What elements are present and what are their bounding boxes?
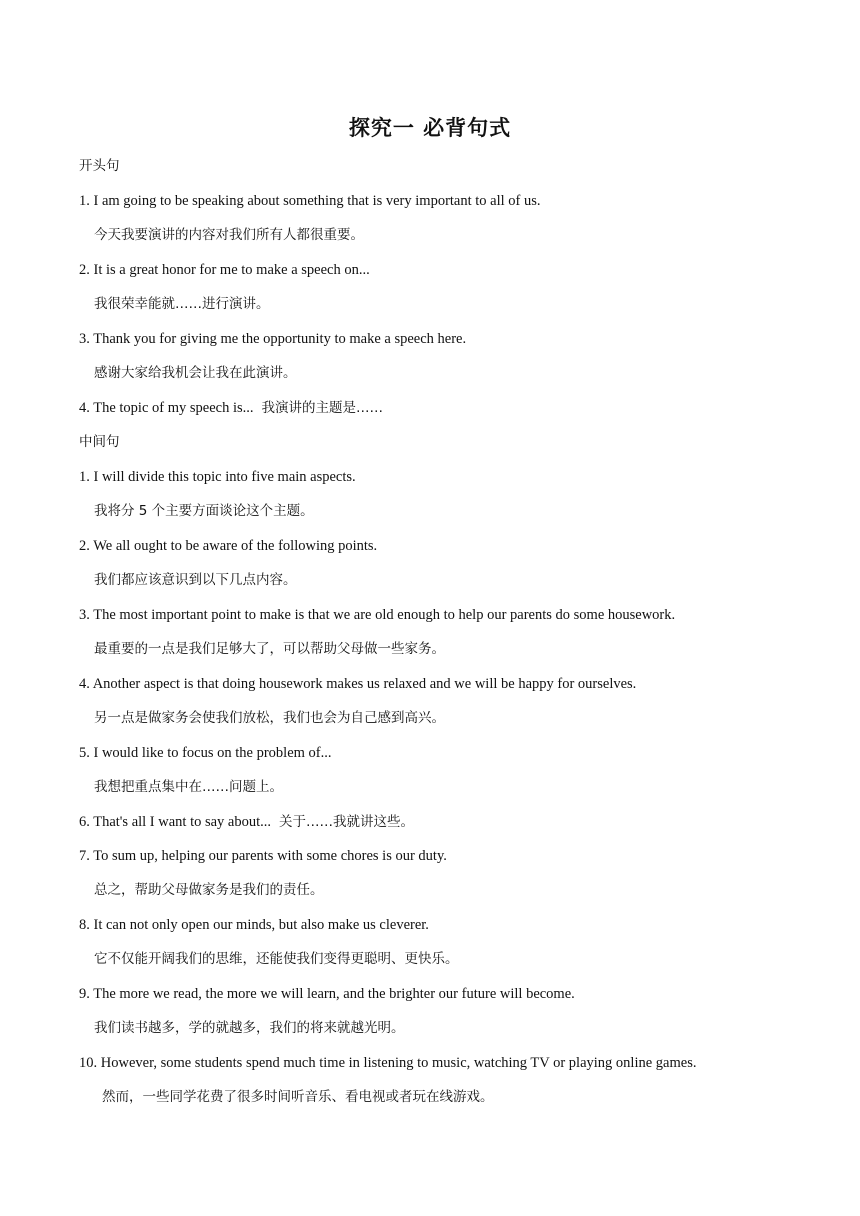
sentence-en: 2. It is a great honor for me to make a speech on... (79, 262, 370, 278)
sentence-cn: 关于……我就讲这些。 (279, 814, 415, 830)
sentence-cn: 总之，帮助父母做家务是我们的责任。 (94, 882, 324, 898)
section-heading-opening: 开头句 (79, 158, 120, 174)
sentence-cn: 我很荣幸能就……进行演讲。 (94, 296, 270, 312)
sentence-en: 4. Another aspect is that doing housework makes us relaxed and we will be happy for ourselves. (79, 676, 637, 692)
sentence-cn: 我们读书越多，学的就越多，我们的将来就越光明。 (94, 1020, 405, 1036)
sentence-row (79, 812, 414, 832)
sentence-en: 9. The more we read, the more we will learn, and the brighter our future will become. (79, 986, 575, 1002)
sentence-en: 7. To sum up, helping our parents with some chores is our duty. (79, 848, 447, 864)
page-title: 探究一 必背句式 (348, 116, 512, 140)
sentence-en: 3. Thank you for giving me the opportunity to make a speech here. (79, 331, 467, 347)
sentence-en: 10. However, some students spend much time in listening to music, watching TV or playing online games. (79, 1055, 697, 1071)
sentence-cn: 另一点是做家务会使我们放松，我们也会为自己感到高兴。 (94, 710, 445, 726)
sentence-cn: 然而，一些同学花费了很多时间听音乐、看电视或者玩在线游戏。 (102, 1089, 494, 1105)
sentence-en: 5. I would like to focus on the problem of... (79, 745, 332, 761)
sentence-cn: 今天我要演讲的内容对我们所有人都很重要。 (94, 227, 364, 243)
sentence-cn: 感谢大家给我机会让我在此演讲。 (94, 365, 297, 381)
sentence-en: 8. It can not only open our minds, but also make us cleverer. (79, 917, 429, 933)
sentence-en: 2. We all ought to be aware of the following points. (79, 538, 378, 554)
sentence-en: 4. The topic of my speech is... (79, 400, 254, 416)
sentence-cn: 我演讲的主题是…… (261, 400, 384, 416)
sentence-en: 3. The most important point to make is that we are old enough to help our parents do some housework. (79, 607, 676, 623)
sentence-en: 1. I am going to be speaking about something that is very important to all of us. (79, 193, 541, 209)
sentence-en: 6. That's all I want to say about... (79, 814, 272, 830)
section-heading-middle: 中间句 (79, 434, 120, 450)
sentence-cn: 我将分 5 个主要方面谈论这个主题。 (94, 503, 314, 519)
sentence-row (79, 398, 383, 418)
sentence-cn: 最重要的一点是我们足够大了，可以帮助父母做一些家务。 (94, 641, 445, 657)
sentence-cn: 我们都应该意识到以下几点内容。 (94, 572, 297, 588)
sentence-cn: 我想把重点集中在……问题上。 (94, 779, 283, 795)
sentence-cn: 它不仅能开阔我们的思维，还能使我们变得更聪明、更快乐。 (94, 951, 459, 967)
sentence-en: 1. I will divide this topic into five main aspects. (79, 469, 356, 485)
